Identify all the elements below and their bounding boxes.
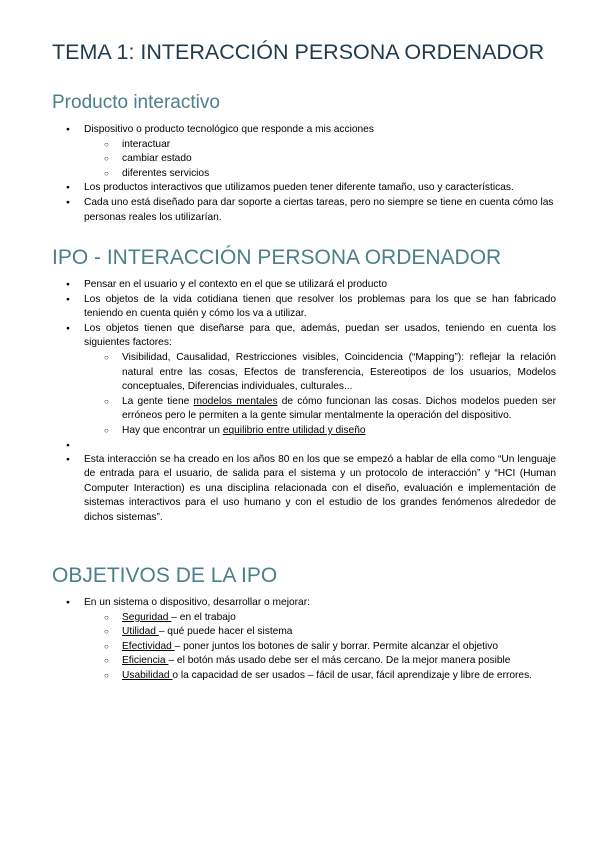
objective-desc: – qué puede hacer el sistema <box>158 626 293 638</box>
text-run: Hay que encontrar un <box>122 424 223 436</box>
sub-list-item <box>84 395 556 424</box>
text-run: La gente tiene <box>122 395 194 407</box>
objective-term: Utilidad <box>122 626 159 638</box>
page-title: TEMA 1: INTERACCIÓN PERSONA ORDENADOR <box>52 40 545 64</box>
objective-term: Usabilidad <box>122 669 173 681</box>
section-heading-producto: Producto interactivo <box>52 92 220 113</box>
objective-item-utilidad <box>84 625 556 640</box>
sub-list-item: ○ diferentes servicios <box>84 167 556 182</box>
list-item-text: Los objetos tienen que diseñarse para que, además, puedan ser usados, teniendo en cuenta los siguientes factores: <box>84 322 556 349</box>
list-item: ● Esta interacción se ha creado en los años 80 en los que se empezó a hablar de ella como “Un lenguaje de entrada para el usuario, de salida para el sistema y un protocolo de interacción” y “HCI (Human Computer Interaction) es una disciplina relacionada con el diseño, evaluación e implementación de sistemas interactivos para el uso humano y con el estudio de los grandes fenómenos alrededor de dichos sistemas”. <box>52 453 556 526</box>
objective-desc: – en el trabajo <box>171 611 236 623</box>
objective-term: Seguridad <box>122 611 172 623</box>
objective-item-efectividad <box>84 640 556 655</box>
sub-list <box>84 351 556 439</box>
objective-desc: – poner juntos los botones de salir y borrar. Permite alcanzar el objetivo <box>174 640 499 652</box>
underlined-term: equilibrio entre utilidad y diseño <box>222 424 366 436</box>
underlined-term: modelos mentales <box>193 395 278 407</box>
section-heading-objetivos: OBJETIVOS DE LA IPO <box>52 564 278 587</box>
objective-desc: o la capacidad de ser usados – fácil de usar, fácil aprendizaje y libre de errores. <box>172 669 533 681</box>
list-item <box>52 322 556 439</box>
list-item: ● Cada uno está diseñado para dar soporte a ciertas tareas, pero no siempre se tiene en cuenta cómo las personas reales los utilizarían. <box>52 196 556 225</box>
sub-list-item: ○ cambiar estado <box>84 152 556 167</box>
objective-term: Efectividad <box>122 640 175 652</box>
sub-list-item: ○ interactuar <box>84 138 556 153</box>
objective-item-eficiencia <box>84 654 556 669</box>
section-heading-ipo: IPO - INTERACCIÓN PERSONA ORDENADOR <box>52 246 502 269</box>
list-item: ● Los objetos de la vida cotidiana tienen que resolver los problemas para los que se han fabricado teniendo en cuenta quién y cómo los va a utilizar. <box>52 293 556 322</box>
sub-list-item: ○ Visibilidad, Causalidad, Restricciones visibles, Coincidencia (“Mapping”): reflejar la relación natural entre las cosas, Efectos de transferencia, Estereotipos de los usuarios, Modelos conceptuales, Diferencias individuales, culturales... <box>84 351 556 395</box>
section-list-producto <box>52 123 556 225</box>
sub-list <box>84 611 556 684</box>
objective-item-seguridad <box>84 611 556 626</box>
spacer <box>52 439 556 453</box>
list-item <box>52 596 556 684</box>
section-list-ipo <box>52 278 556 526</box>
objective-term: Eficiencia <box>122 655 169 667</box>
objective-desc: – el botón más usado debe ser el más cercano. De la mejor manera posible <box>168 655 511 667</box>
objective-item-usabilidad <box>84 669 556 684</box>
sub-list-item <box>84 424 556 439</box>
list-item-text: En un sistema o dispositivo, desarrollar o mejorar: <box>84 597 310 608</box>
list-item: ● Los productos interactivos que utilizamos pueden tener diferente tamaño, uso y características. <box>52 181 556 196</box>
sub-list <box>84 138 556 182</box>
list-item-text: Dispositivo o producto tecnológico que responde a mis acciones <box>84 124 374 135</box>
section-list-objetivos <box>52 596 556 684</box>
list-item: ● Pensar en el usuario y el contexto en el que se utilizará el producto <box>52 278 556 293</box>
list-item <box>52 123 556 181</box>
text-run: de cómo funcionan las cosas. Dichos modelos pueden ser erróneos pero le permiten a la gente simular mentalmente la operación del dispositivo. <box>122 395 556 422</box>
